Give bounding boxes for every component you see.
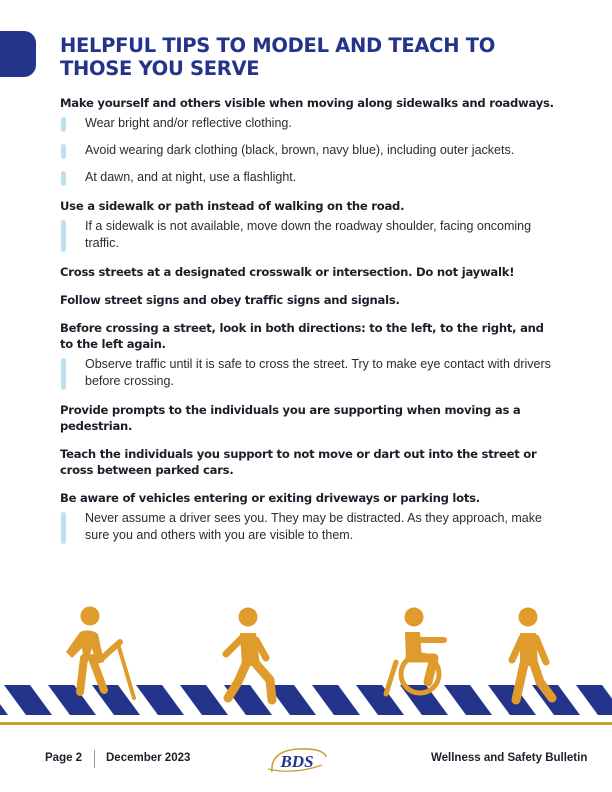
crosswalk-stripe [180,685,228,715]
tip-detail-list [60,218,560,252]
tips-content [60,95,560,556]
tip-detail-list [60,356,560,390]
gold-rule [0,722,612,725]
crosswalk-stripe [356,685,404,715]
bulletin-date: December 2023 [106,752,191,764]
tip-heading: Cross streets at a designated crosswalk or intersection. Do not jaywalk! [60,265,515,279]
tip-detail [60,510,560,544]
bds-logo [264,745,330,775]
crosswalk-stripe [0,685,8,715]
corner-tab [0,31,36,77]
crosswalk-stripe [444,685,492,715]
tip-detail-text: Observe traffic until it is safe to cross the street. Try to make eye contact with drivers before crossing. [85,357,551,388]
detail-accent-bar [61,117,66,132]
crosswalk-stripe [48,685,96,715]
tip-section [60,446,560,478]
tip-section [60,95,560,186]
walking-pedestrian-icon [512,608,552,701]
tip-detail [60,142,560,159]
crosswalk-stripe [4,685,52,715]
tip-section [60,490,560,544]
crosswalk-stripe [312,685,360,715]
crosswalk-illustration [0,600,612,730]
tip-detail-list [60,510,560,544]
crosswalk-stripe [576,685,612,715]
detail-accent-bar [61,358,66,390]
tip-detail-list [60,115,560,186]
detail-accent-bar [61,512,66,544]
tip-heading: Be aware of vehicles entering or exiting driveways or parking lots. [60,491,480,505]
detail-accent-bar [61,144,66,159]
page-title: HELPFUL TIPS TO MODEL AND TEACH TO THOSE YOU SERVE [60,34,495,80]
tip-detail-text: Never assume a driver sees you. They may be distracted. As they approach, make sure you and others with you are visible to them. [85,511,542,542]
tip-section [60,198,560,252]
tip-detail [60,218,560,252]
tip-heading: Follow street signs and obey traffic signs and signals. [60,293,400,307]
detail-accent-bar [61,171,66,186]
detail-accent-bar [61,220,66,252]
tip-detail-text: Wear bright and/or reflective clothing. [85,116,292,130]
crosswalk-stripe [136,685,184,715]
tip-detail-text: Avoid wearing dark clothing (black, brown, navy blue), including outer jackets. [85,143,515,157]
page-number: Page 2 [45,752,83,764]
tip-detail [60,169,560,186]
footer [0,742,612,778]
tip-heading: Before crossing a street, look in both directions: to the left, to the right, and to the left again. [60,321,544,351]
publication-name: Wellness and Safety Bulletin [431,752,588,764]
tip-heading: Make yourself and others visible when moving along sidewalks and roadways. [60,96,554,110]
pedestrian-with-cane-icon [66,607,134,699]
tip-detail-text: If a sidewalk is not available, move down the roadway shoulder, facing oncoming traffic. [85,219,532,250]
footer-divider [94,750,95,768]
tip-detail [60,356,560,390]
tip-detail-text: At dawn, and at night, use a flashlight. [85,170,297,184]
tip-detail [60,115,560,132]
tip-section [60,264,560,280]
tip-heading: Teach the individuals you support to not move or dart out into the street or cross between parked cars. [60,447,537,477]
wheelchair-user-icon [386,608,444,695]
tip-section [60,320,560,390]
logo-text: BDS [280,752,314,771]
tip-heading: Use a sidewalk or path instead of walking on the road. [60,199,405,213]
tip-section [60,292,560,308]
tip-heading: Provide prompts to the individuals you are supporting when moving as a pedestrian. [60,403,521,433]
tip-section [60,402,560,434]
